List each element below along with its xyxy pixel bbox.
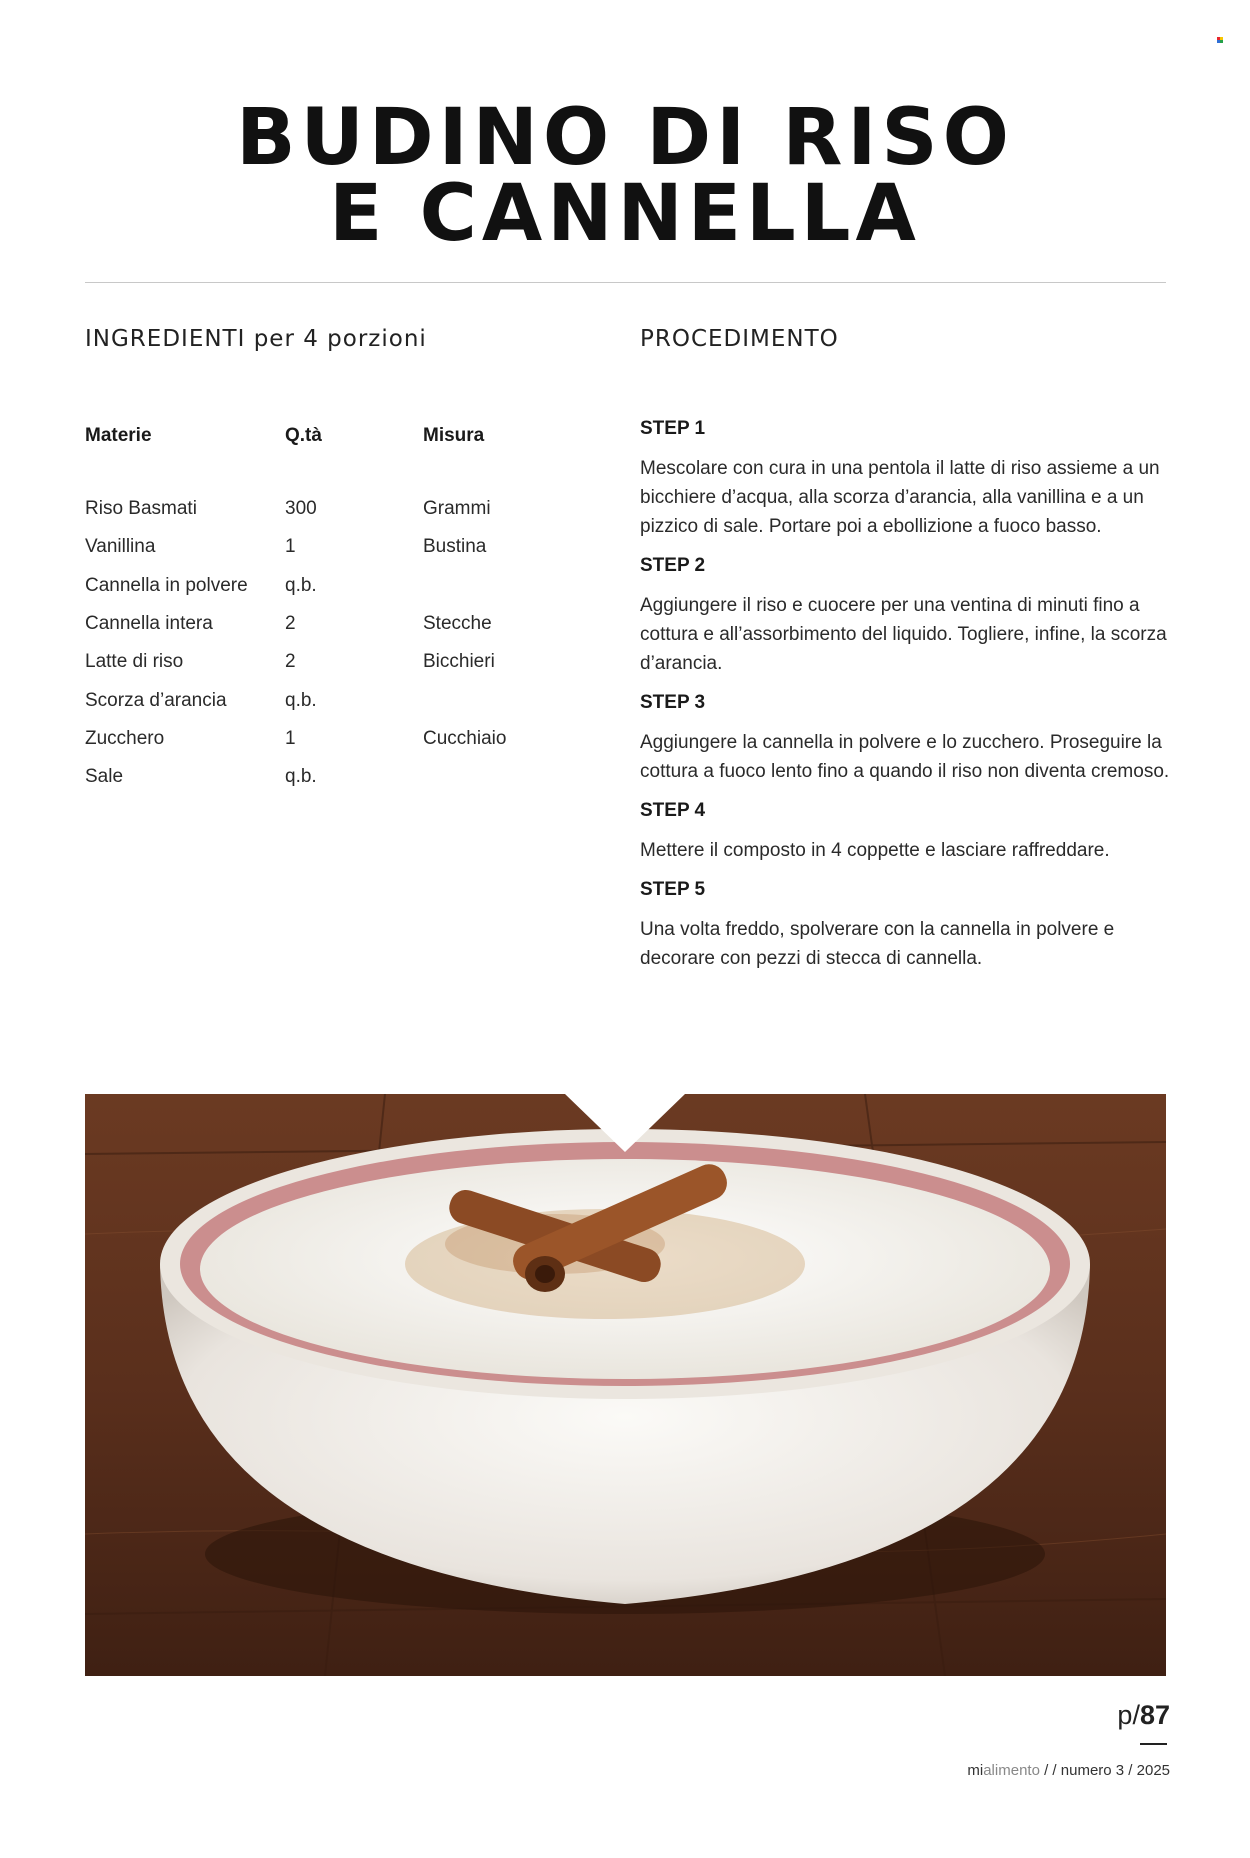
step-title: STEP 2 [640,555,706,576]
ingredient-quantity: 2 [285,613,296,635]
table-row [85,681,605,719]
issue-info: / / numero 3 / 2025 [1039,1762,1170,1779]
ingredient-unit: Stecche [423,613,492,635]
ingredient-quantity: 300 [285,498,317,520]
ingredient-name: Cannella in polvere [85,574,248,596]
rice-pudding-photo [85,1094,1166,1676]
ingredient-name: Scorza d’arancia [85,689,227,711]
step-5 [640,875,1170,973]
brand-part-2: alimento [983,1762,1040,1779]
step-text: Mescolare con cura in una pentola il latte di riso assieme a un bicchiere d’acqua, alla scorza d’arancia, alla vanillina e a un pizzico di sale. Portare poi a ebollizione a fuoco basso. [640,458,1160,537]
ingredient-unit: Grammi [423,498,491,520]
ingredient-unit: Cucchiaio [423,727,507,749]
column-header-misura: Misura [423,425,485,446]
step-text: Aggiungere il riso e cuocere per una ventina di minuti fino a cottura e all’assorbimento del liquido. Togliere, infine, la scorza d’arancia. [640,595,1167,674]
step-text: Aggiungere la cannella in polvere e lo zucchero. Proseguire la cottura a fuoco lento fino a quando il riso non diventa cremoso. [640,732,1170,782]
step-4 [640,796,1170,865]
step-title: STEP 5 [640,879,706,900]
ingredient-quantity: q.b. [285,766,317,788]
table-row [85,758,605,796]
page-number [1117,1700,1170,1731]
table-row [85,490,605,528]
title-divider [85,282,1166,283]
table-row [85,567,605,605]
ingredients-heading: INGREDIENTI per 4 porzioni [85,326,427,352]
ingredients-table [85,418,605,796]
column-header-materie: Materie [85,425,152,446]
ingredient-quantity: 1 [285,536,296,558]
ingredient-name: Riso Basmati [85,498,197,520]
ingredients-table-header [85,418,605,454]
ingredient-quantity: q.b. [285,574,317,596]
ingredient-name: Cannella intera [85,613,213,635]
ingredient-unit: Bicchieri [423,651,495,673]
step-1 [640,414,1170,541]
ingredient-name: Sale [85,766,124,788]
title-line-2: E CANNELLA [329,169,921,259]
column-header-quantita: Q.tà [285,425,322,446]
ingredient-quantity: 2 [285,651,296,673]
step-text: Mettere il composto in 4 coppette e lasciare raffreddare. [640,840,1110,861]
table-row [85,720,605,758]
table-row [85,605,605,643]
ingredient-quantity: q.b. [285,689,317,711]
recipe-title [0,93,1250,259]
step-3 [640,688,1170,786]
title-line-1: BUDINO DI RISO [236,93,1014,183]
procedure-steps [640,414,1170,983]
brand-part-1: mi [967,1762,984,1779]
ingredient-name: Zucchero [85,727,165,749]
page-prefix: p/ [1117,1700,1140,1730]
procedure-heading: PROCEDIMENTO [640,326,839,352]
ingredient-name: Vanillina [85,536,156,558]
step-title: STEP 1 [640,418,706,439]
step-2 [640,551,1170,678]
page-number-rule [1140,1743,1167,1745]
ingredient-name: Latte di riso [85,651,184,673]
ingredient-unit: Bustina [423,536,487,558]
footer-issue [967,1762,1170,1779]
ingredient-quantity: 1 [285,727,296,749]
color-mark [1217,37,1224,44]
step-title: STEP 3 [640,692,706,713]
table-row [85,528,605,566]
table-row [85,643,605,681]
step-text: Una volta freddo, spolverare con la cannella in polvere e decorare con pezzi di stecca di cannella. [640,919,1115,969]
step-title: STEP 4 [640,800,706,821]
page-number-value: 87 [1139,1700,1170,1730]
